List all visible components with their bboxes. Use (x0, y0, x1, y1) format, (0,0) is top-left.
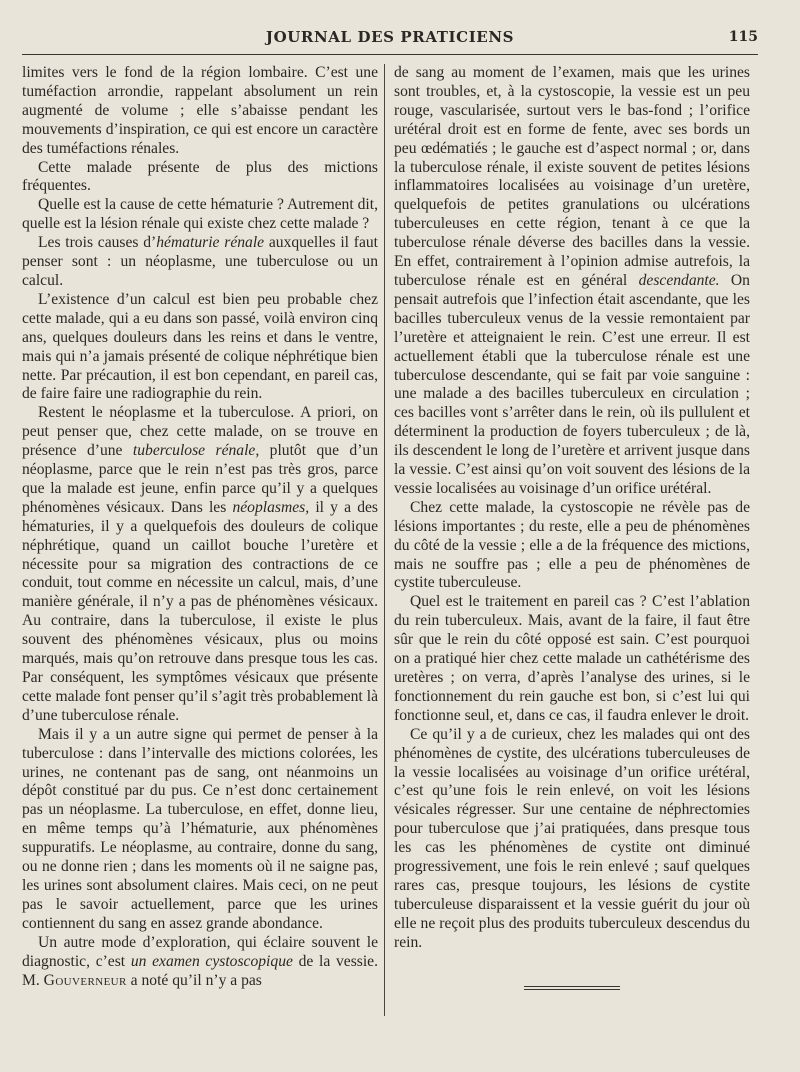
paragraph: Cette malade présente de plus des mictions fréquentes. (22, 158, 378, 195)
header-rule (22, 54, 758, 55)
running-title: JOURNAL DES PRATICIENS (265, 28, 515, 46)
column-divider (384, 64, 385, 1016)
emphasis: un examen cystoscopique (130, 952, 293, 970)
paragraph (22, 234, 378, 291)
right-column (394, 64, 750, 953)
page-header (22, 28, 758, 50)
paragraph: limites vers le fond de la région lombaire. C’est une tuméfaction arrondie, rappelant absolument un rein augmenté de volume ; elle s’abaisse pendant les mouvements d’inspiration, ce qui est encore un caractère des tuméfactions rénales. (22, 64, 378, 157)
left-column (22, 64, 378, 990)
paragraph (22, 404, 378, 725)
text-run: On pensait autrefois que l’infection était ascendante, que les bacilles tuberculeux venus de la vessie remontaient par l’uretère et atteignaient le rein. C’est une erreur. Il est actuellement établi que la tuberculose rénale est une tuberculose descendante, qui se fait par voie sanguine : une malade a des bacilles tuberculeux en circulation ; ces bacilles vont s’arrêter dans le rein, où ils pullulent et déterminent la production de foyers tuberculeux ; de là, ils descendent le long de l’uretère et arrivent jusque dans la vessie. C’est ainsi qu’on voit souvent des lésions de la vessie localisées au voisinage d’un orifice urétéral. (394, 271, 750, 497)
paragraph: L’existence d’un calcul est bien peu probable chez cette malade, qui a eu dans son passé, voilà environ cinq ans, quelques douleurs dans les reins et dans le ventre, mais qui n’a jamais présenté de colique néphrétique bien nette. Par précaution, il est bon cependant, en pareil cas, de faire faire une radiographie du rein. (22, 290, 378, 403)
end-of-article-rule (524, 986, 620, 992)
text-run: Un autre mode d’exploration, qui éclaire souvent le diagnostic, c’est (22, 933, 378, 970)
text-run: plutôt que d’un néoplasme, parce que le rein n’est pas très gros, parce que la malade est jeune, enfin parce qu’il y a quelques phénomènes vésicaux. Dans les (22, 442, 379, 516)
paragraph: Ce qu’il y a de curieux, chez les malades qui ont des phénomènes de cystite, des ulcérations tuberculeuses de la vessie localisées au voisinage d’un orifice urétéral, c’est qu’une fois le rein enlevé, on voit les lésions vésicales régresser. Sur une centaine de néphrectomies pour tuberculose que j’ai pratiquées, dans presque tous les cas les phénomènes de cystite ont diminué progressivement, une fois le rein enlevé ; sauf quelques rares cas, presque toujours, les lésions de cystite tuberculeuse disparaissent et la vessie guérit du jour où elle ne reçoit plus des produits tuberculeux descendus du rein. (394, 725, 750, 951)
text-run: auxquelles il faut penser sont : un néoplasme, une tuberculose ou un calcul. (22, 234, 379, 289)
text-run: de la vessie. M. (22, 952, 378, 989)
paragraph (394, 64, 750, 499)
text-run: a noté qu’il n’y a pas (126, 971, 262, 989)
author-name: Gouverneur (43, 971, 127, 989)
emphasis: tuberculose rénale, (132, 442, 260, 460)
emphasis: néoplasmes, (232, 498, 310, 516)
paragraph: Mais il y a un autre signe qui permet de penser à la tuberculose : dans l’intervalle des mictions colorées, les urines, ne contenant pas de sang, ont néanmoins un dépôt constitué par du pus. Ce n’est donc certainement pas un néoplasme. La tuberculose, en effet, donne lieu, en même temps qu’à l’hématurie, aux phénomènes suppuratifs. Le néoplasme, au contraire, donne du sang, ou ne donne rien ; dans les moments où il ne saigne pas, les urines sont absolument claires. Mais ceci, on ne peut pas le savoir actuellement, parce que les urines contiennent du sang en assez grande abondance. (22, 725, 378, 932)
emphasis: hématurie rénale (156, 234, 265, 252)
emphasis: descendante. (638, 271, 720, 289)
text-run: de sang au moment de l’examen, mais que les urines sont troubles, et, à la cystoscopie, la vessie est un peu rouge, vascularisée, surtout vers le bas-fond ; l’orifice urétéral droit est en forme de fente, avec ses bords un peu œdématiés ; le gauche est d’aspect normal ; or, dans la tuberculose rénale, il existe souvent de petites lésions inflammatoires localisées au voisinage d’un uretère, quelquefois de petites granulations ou ulcérations tuberculeuses en cette région, tenant à ce que la tuberculose rénale déverse des bacilles dans la vessie. En effet, contrairement à l’opinion admise autrefois, la tuberculose rénale est en général (394, 64, 750, 289)
paragraph: Quel est le traitement en pareil cas ? C’est l’ablation du rein tuberculeux. Mais, avant de la faire, il faut être sûr que le rein du côté opposé est sain. C’est pourquoi on a pratiqué hier chez cette malade un cathétérisme des uretères ; on verra, d’après l’analyse des urines, si le fonctionnement du rein gauche est bon, si c’est lui qui fonctionne seul, et, dans ce cas, il faudra enlever le droit. (394, 593, 750, 724)
text-run: il y a des hématuries, il y a quelquefois des douleurs de colique néphrétique, quand un caillot bouche l’uretère et nécessite pour sa migration des contractions de ce conduit, tout comme en nécessite un calcul, mais, d’une manière générale, il n’y a pas de phénomènes vésicaux. Au contraire, dans la tuberculose, il existe le plus souvent des phénomènes vésicaux, plus ou moins marqués, mais qu’on retrouve dans presque tous les cas. Par conséquent, les symptômes vésicaux que présente cette malade font penser qu’il s’agit très probablement là d’une tuberculose rénale. (22, 498, 378, 724)
text-run: Restent le néoplasme et la tuberculose. A priori, on peut penser que, chez cette malade, on se trouve en présence d’une (22, 404, 378, 460)
paragraph: Chez cette malade, la cystoscopie ne révèle pas de lésions importantes ; du reste, elle a peu de phénomènes du côté de la vessie ; elle a de la fréquence des mictions, mais ne souffre pas ; elle a peu de phénomènes de cystite tuberculeuse. (394, 498, 750, 592)
text-run: Les trois causes d’ (38, 234, 157, 252)
paragraph: Quelle est la cause de cette hématurie ? Autrement dit, quelle est la lésion rénale qui existe chez cette malade ? (22, 196, 378, 233)
paragraph (22, 934, 378, 991)
page-number: 115 (728, 29, 758, 45)
